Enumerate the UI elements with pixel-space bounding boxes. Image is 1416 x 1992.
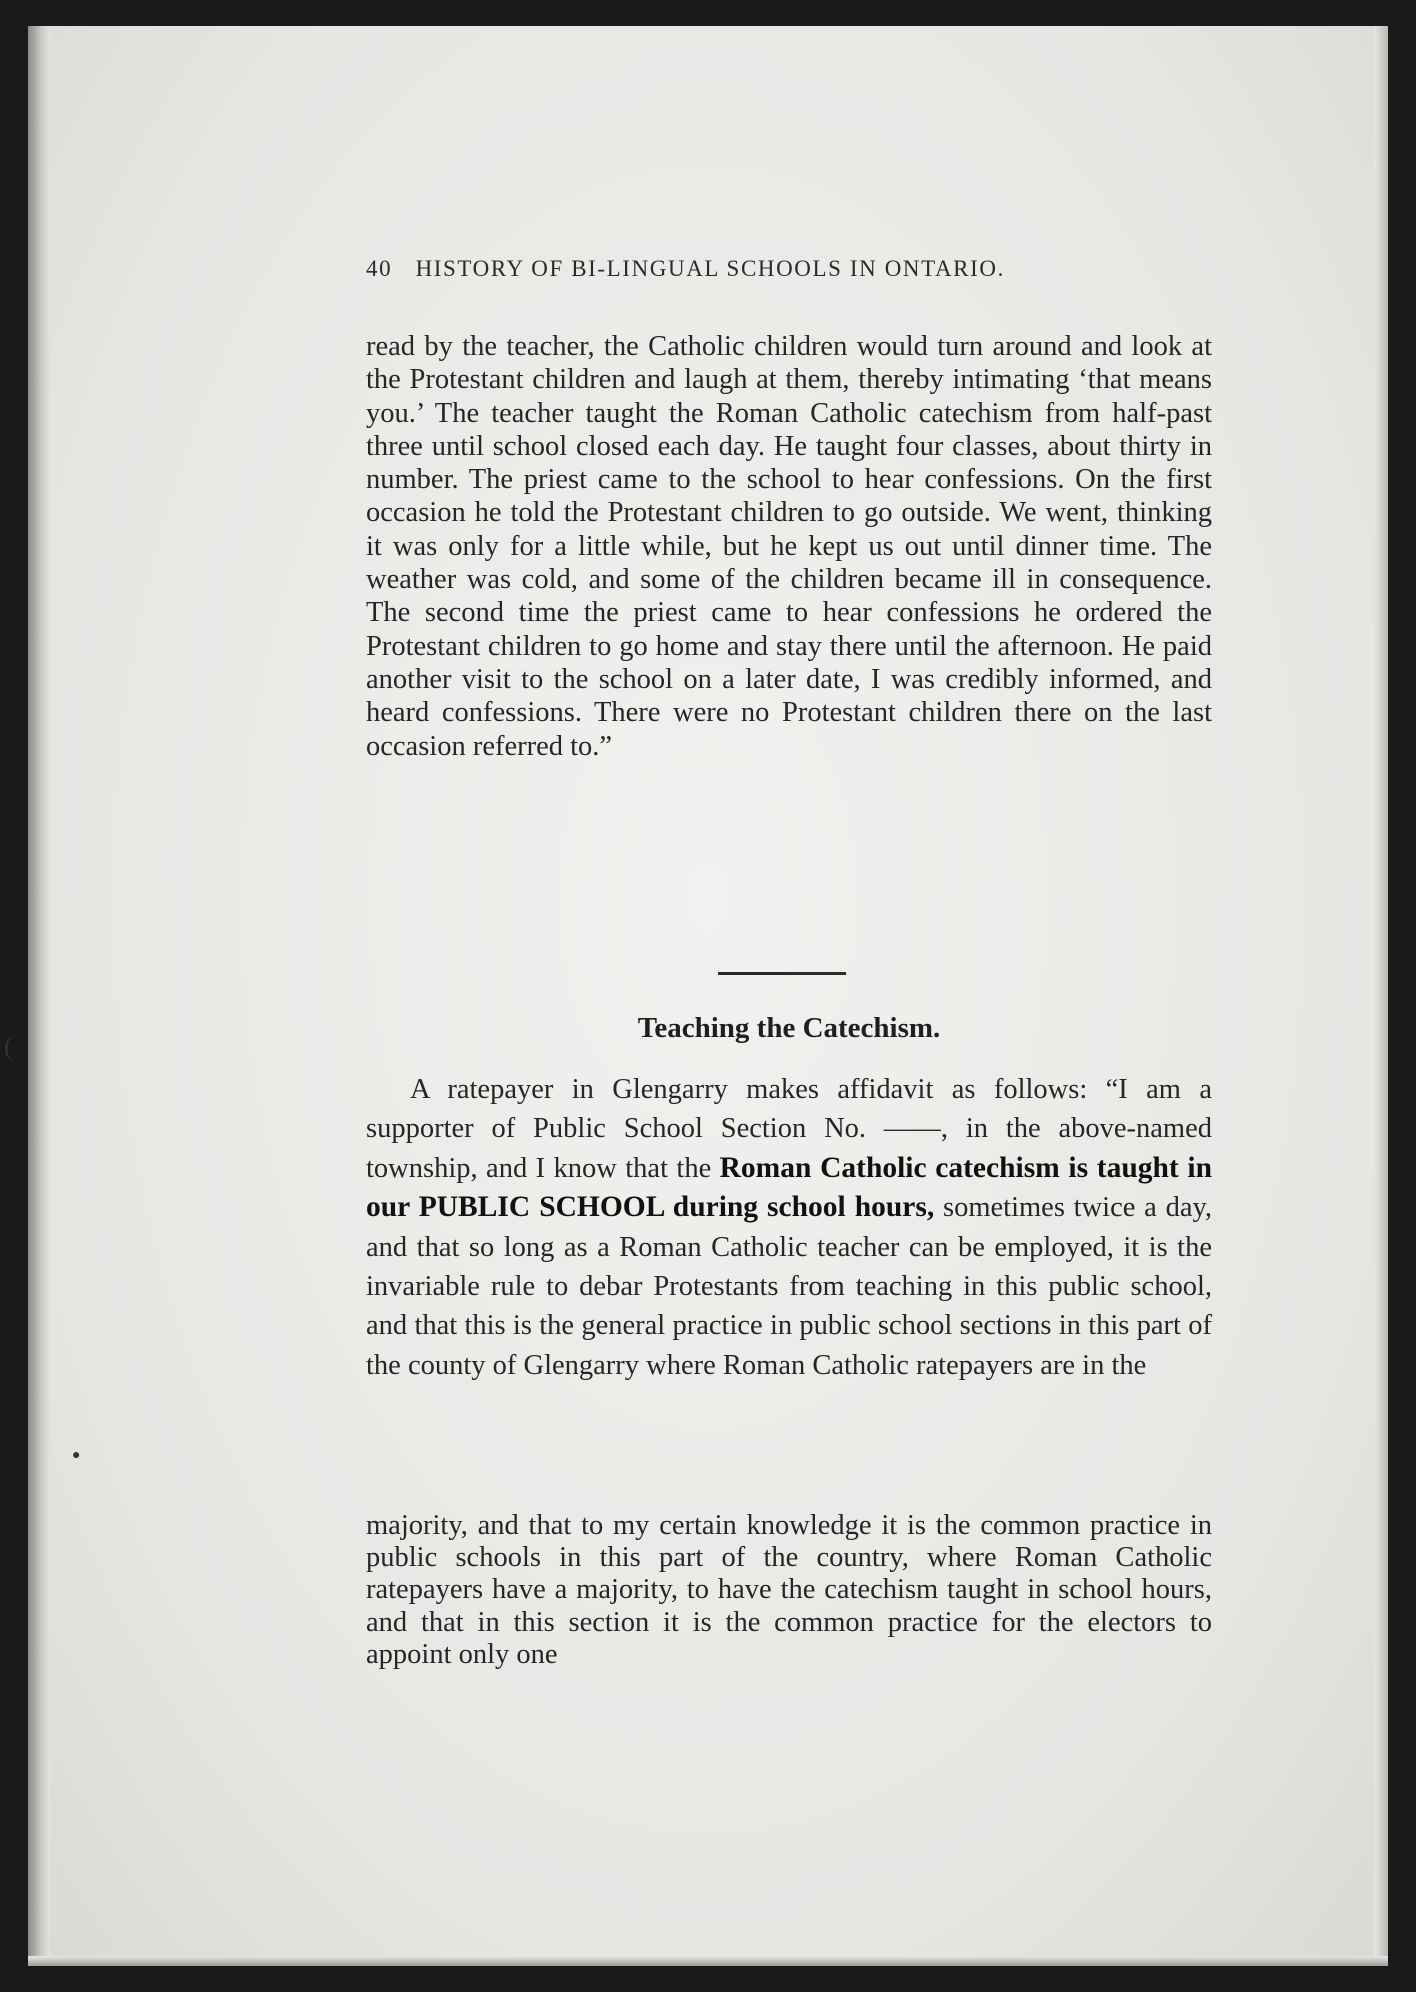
section-heading: Teaching the Catechism. xyxy=(637,1012,941,1044)
paragraph-text: read by the teacher, the Catholic children would turn around and look at the Protestant children and laugh at them, thereby intimating ‘that means you.’ The teacher taught the Roman Catholic catechism from half-past three until school closed each day. He taught four classes, about thirty in number. The priest came to the school to hear confessions. On the first occasion he told the Protestant children to go outside. We went, thinking it was only for a little while, but he kept us out until dinner time. The weather was cold, and some of the children became ill in consequence. The second time the priest came to hear confessions he ordered the Protestant children to go home and stay there until the afternoon. He paid another visit to the school on a later date, I was credibly informed, and heard confessions. There were no Protestant children there on the last occasion referred to.” xyxy=(366,331,1212,762)
emphasized-text: Roman Catholic catechism is taught in our PUBLIC SCHOOL during school hours, xyxy=(366,1151,1212,1224)
section-separator xyxy=(718,972,846,975)
affidavit-paragraph-continued xyxy=(366,1510,1212,1671)
page-right-edge xyxy=(1374,26,1388,1966)
affidavit-text-part3: majority, and that to my certain knowledge it is the common practice in public schools in this part of the country, where Roman Catholic ratepayers have a majority, to have the catechism taught in school hours, and that in this section it is the common practice for the electors to appoint only one xyxy=(366,1510,1212,1670)
page-binding-edge xyxy=(28,26,50,1966)
page-bottom-edge xyxy=(28,1956,1388,1966)
quotation-paragraph xyxy=(366,330,1212,763)
page-number: 40 xyxy=(366,256,393,281)
running-head: HISTORY OF BI-LINGUAL SCHOOLS IN ONTARIO. xyxy=(415,256,1005,281)
affidavit-paragraph xyxy=(366,1070,1212,1385)
affidavit-text xyxy=(366,1070,1212,1385)
scan-margin-mark: ( xyxy=(4,1032,13,1061)
page-header xyxy=(366,256,1196,282)
affidavit-text-part2: sometimes twice a day, and that so long as a Roman Catholic teacher can be employed, it is the invariable rule to debar Protestants from teaching in this public school, and that this is the general practice in public school sections in this part of the county of Glengarry where Roman Catholic ratepayers are in the xyxy=(366,1192,1212,1381)
scan-dot-mark: ● xyxy=(72,1448,81,1463)
affidavit-text-part1: A ratepayer in Glengarry makes affidavit as follows: “I am a supporter of Public School Section No. ——, in the above-named township, and I know that the xyxy=(366,1074,1212,1184)
scanned-page xyxy=(28,26,1388,1966)
